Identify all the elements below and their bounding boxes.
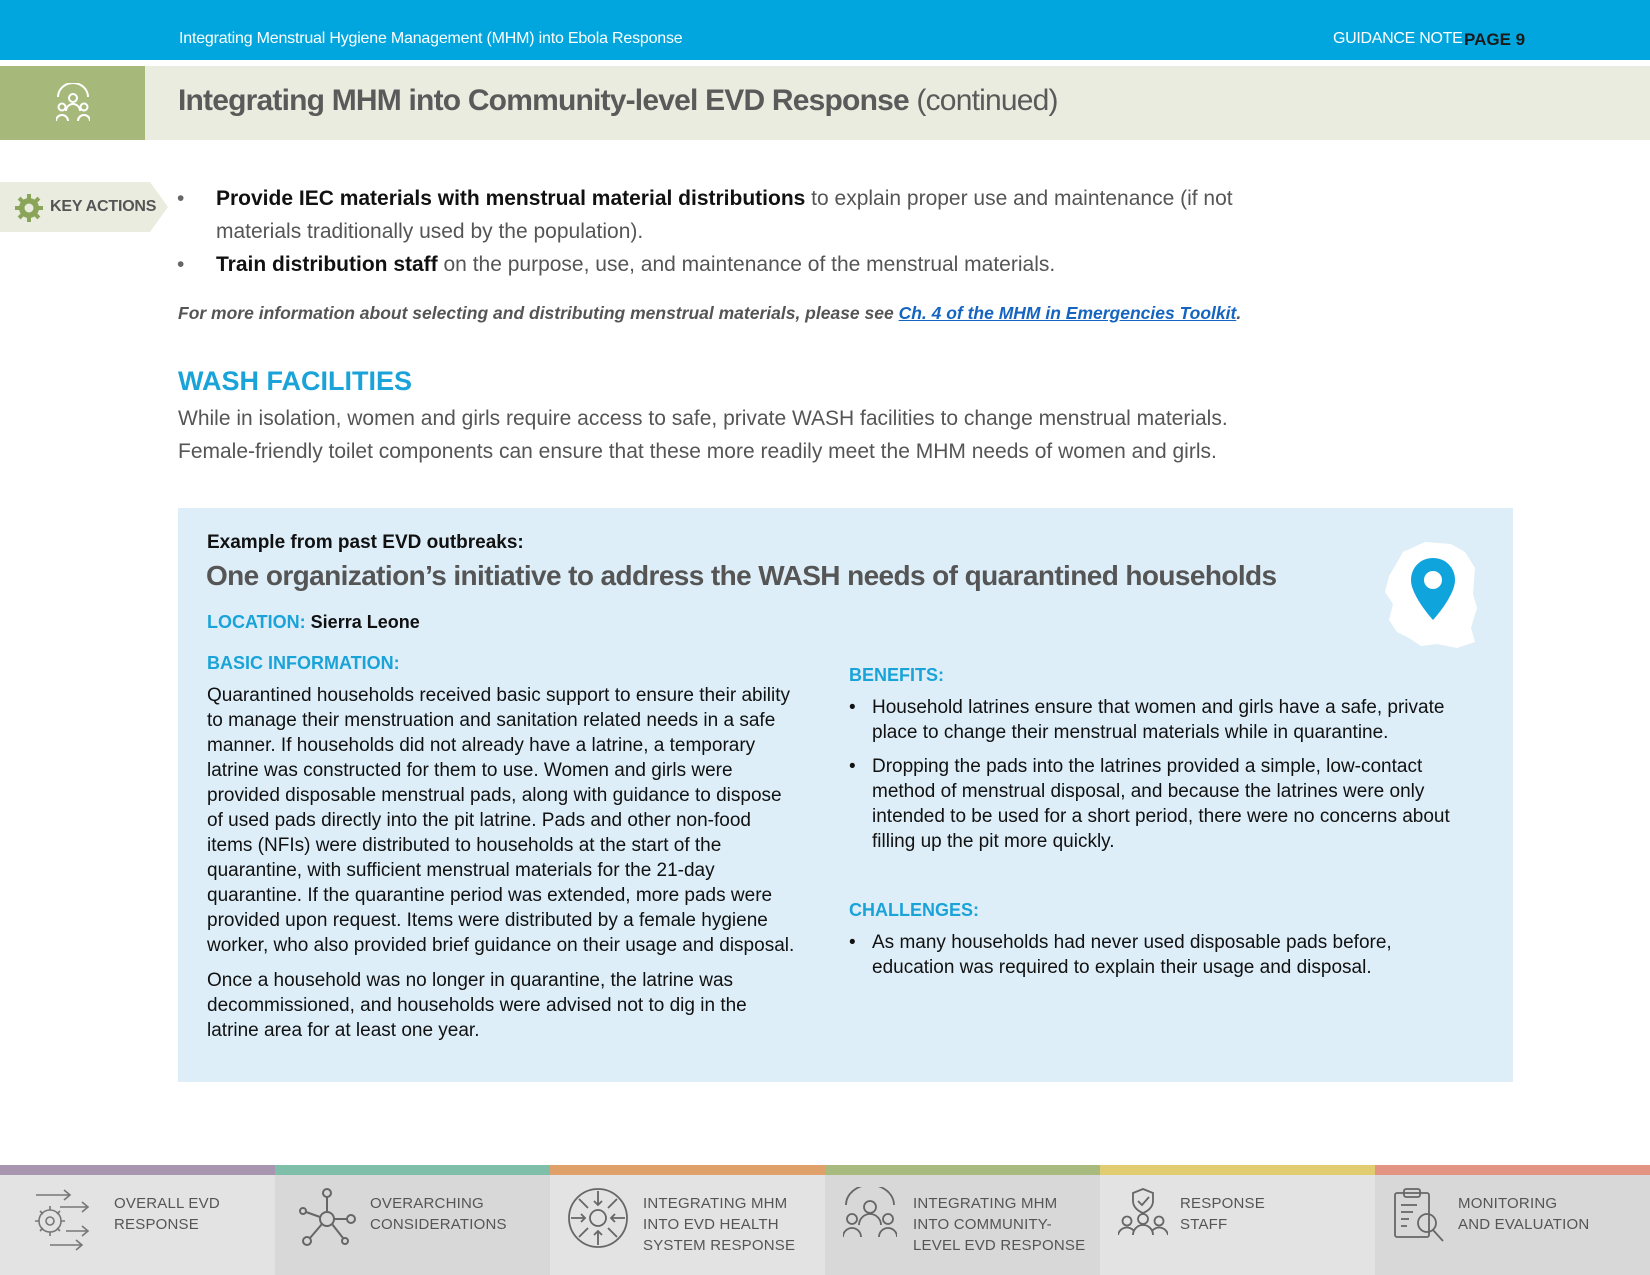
toolkit-link[interactable]: Ch. 4 of the MHM in Emergencies Toolkit <box>898 303 1237 323</box>
nav-monitoring-evaluation[interactable]: MONITORING AND EVALUATION <box>1375 1165 1650 1275</box>
key-actions-label: KEY ACTIONS <box>50 198 157 215</box>
list-item: • Household latrines ensure that women and girls have a safe, private place to change their menstrual materials while in quarantine. <box>849 695 1469 745</box>
basic-info-text: Quarantined households received basic support to ensure their ability to manage their menstruation and sanitation related needs in a safe manner. If households did not already have a latrine, a temporary latrine was constructed for them to use. Women and girls were provided disposable menstrual pads, along with guidance to dispose of used pads directly into the pit latrine. Pads and other non-food items (NFIs) were distributed to households at the start of the quarantine, with sufficient menstrual materials for the 21-day quarantine. If the quarantine period was extended, more pads were provided upon request. Items were distributed by a female hygiene worker, who also provided brief guidance on their usage and disposal. Once a household was no longer in quarantine, the latrine was decommissioned, and households were advised not to dig in the latrine area for at least one year. <box>207 685 795 1041</box>
challenges-list <box>849 930 1469 989</box>
list-item: • As many households had never used disposable pads before, education was required to explain their usage and disposal. <box>849 930 1469 980</box>
community-icon <box>843 1187 897 1239</box>
header-bar <box>0 0 1650 60</box>
section-navigation <box>0 1165 1650 1275</box>
challenges-heading: CHALLENGES: <box>849 900 979 920</box>
more-info-note: For more information about selecting and distributing menstrual materials, please see Ch. 4 of the MHM in Emergencies Toolkit. <box>178 303 1242 323</box>
health-system-icon <box>567 1187 629 1249</box>
guidance-note-label: GUIDANCE NOTE <box>1333 30 1463 47</box>
page-title: Integrating MHM into Community-level EVD Response (continued) <box>178 84 1058 117</box>
nav-response-staff[interactable]: RESPONSE STAFF <box>1100 1165 1375 1275</box>
page-number: PAGE 9 <box>1464 30 1526 49</box>
benefits-heading: BENEFITS: <box>849 665 945 685</box>
nav-health-system-response[interactable]: INTEGRATING MHM INTO EVD HEALTH SYSTEM RESPONSE <box>550 1165 825 1275</box>
list-item: • Train distribution staff on the purpose, use, and maintenance of the menstrual materials. <box>177 248 1267 281</box>
location: LOCATION: Sierra Leone <box>207 612 420 632</box>
document-title: Integrating Menstrual Hygiene Management (MHM) into Ebola Response <box>179 30 683 47</box>
key-actions-list <box>177 182 1267 281</box>
staff-icon <box>1118 1187 1168 1237</box>
example-title: One organization’s initiative to address the WASH needs of quarantined households <box>206 560 1277 591</box>
list-item: • Dropping the pads into the latrines provided a simple, low-contact method of menstrual disposal, and because the latrines were only intended to be used for a short period, there were no concerns about filling up the pit more quickly. <box>849 754 1469 854</box>
example-box <box>178 508 1513 1082</box>
nav-overall-evd-response[interactable]: OVERALL EVD RESPONSE <box>0 1165 275 1275</box>
example-label: Example from past EVD outbreaks: <box>207 532 524 553</box>
wash-paragraph: While in isolation, women and girls require access to safe, private WASH facilities to change menstrual materials. Female-friendly toilet components can ensure that these more readily meet the MHM needs of women and girls. <box>178 407 1228 463</box>
wash-heading: WASH FACILITIES <box>178 366 413 396</box>
basic-info-heading: BASIC INFORMATION: <box>207 653 400 673</box>
gear-icon <box>15 194 43 222</box>
nav-community-level-response[interactable]: INTEGRATING MHM INTO COMMUNITY- LEVEL EVD RESPONSE <box>825 1165 1100 1275</box>
nav-overarching-considerations[interactable]: OVERARCHING CONSIDERATIONS <box>275 1165 550 1275</box>
list-item: • Provide IEC materials with menstrual material distributions to explain proper use and maintenance (if not materials traditionally used by the population). <box>177 182 1267 248</box>
community-icon <box>56 83 90 123</box>
gear-arrows-icon <box>30 1187 92 1251</box>
section-icon-box <box>0 66 145 140</box>
location-pin-icon <box>1385 538 1477 650</box>
network-icon <box>297 1187 357 1249</box>
benefits-list <box>849 695 1469 863</box>
section-title-bar <box>0 66 1650 140</box>
clipboard-search-icon <box>1393 1187 1445 1243</box>
